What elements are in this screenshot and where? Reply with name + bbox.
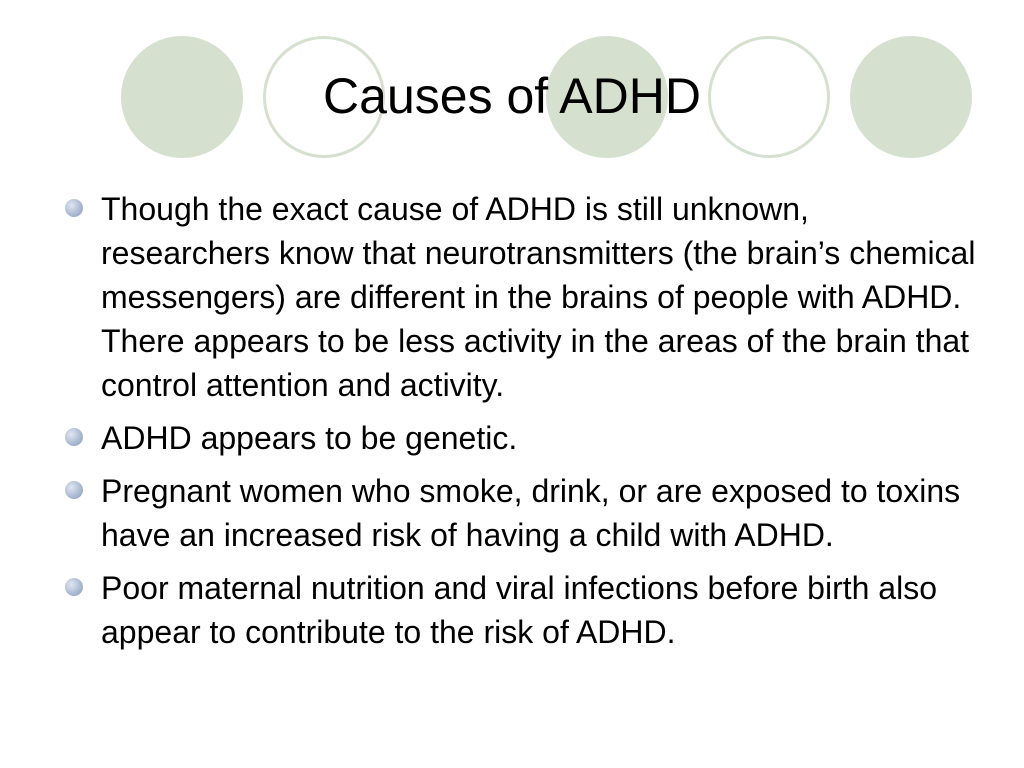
bullet-text: Though the exact cause of ADHD is still unknown, researchers know that neurotransmitters (the brain’s chemical messengers) are different in the brains of people with ADHD. There appears to be less activity in the areas of the brain that control attention and activity. [101, 191, 976, 403]
bullet-item [62, 566, 982, 654]
bullet-dot-icon [65, 578, 83, 596]
bullet-text: ADHD appears to be genetic. [101, 420, 518, 456]
bullet-item [62, 187, 982, 407]
bullet-dot-icon [65, 481, 83, 499]
bullet-dot-icon [65, 428, 83, 446]
bullet-list [62, 187, 982, 663]
bullet-text: Poor maternal nutrition and viral infections before birth also appear to contribute to the risk of ADHD. [101, 570, 937, 650]
bullet-item [62, 416, 982, 460]
bullet-text: Pregnant women who smoke, drink, or are exposed to toxins have an increased risk of having a child with ADHD. [101, 473, 961, 553]
bullet-item [62, 469, 982, 557]
slide-title: Causes of ADHD [323, 68, 701, 124]
bullet-dot-icon [65, 199, 83, 217]
